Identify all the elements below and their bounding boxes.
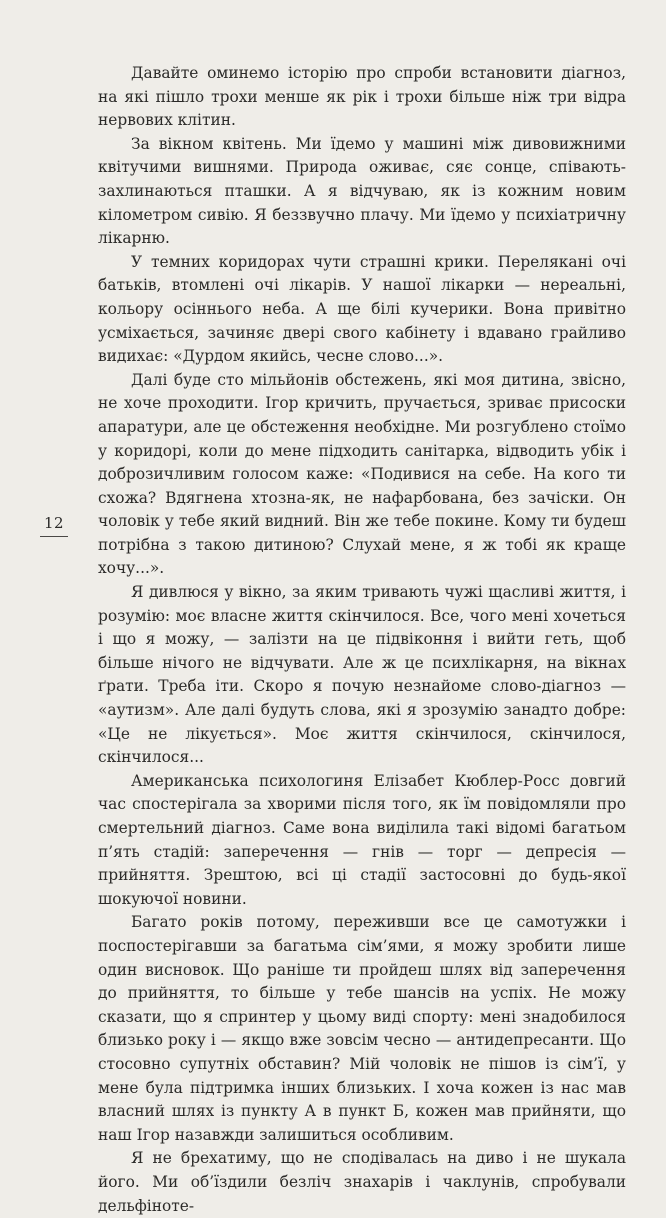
paragraph-3: У темних коридорах чути страшні крики. Перелякані очі батьків, втомлені очі лікарів. У нашої лікарки — нереальні, кольору осіннього неба. А ще білі кучерики. Вона привітно усміхається, зачиняє двері свого кабінету і вдавано грайливо видихає: «Дурдом якийсь, чесне слово...». bbox=[98, 252, 626, 366]
paragraph-1: Давайте оминемо історію про спроби встановити діагноз, на які пішло трохи менше як рік і трохи більше ніж три відра нервових клітин. bbox=[98, 64, 626, 130]
paragraph-4: Далі буде сто мільйонів обстежень, які моя дитина, звісно, не хоче проходити. Ігор кричить, пручається, зриває присоски апаратури, але це обстеження необхідне. Ми розгублено стоїмо у коридорі, коли до мене підходить санітарка, відводить убік і доброзичливим голосом каже: «Подивися на себе. На кого ти схожа? Вдягнена хтозна-як, не нафарбована, без зачіски. Он чоловік у тебе який видний. Він же тебе покине. Кому ти будеш потрібна з такою дитиною? Слухай мене, я ж тобі як краще хочу...». bbox=[98, 370, 626, 578]
text-body bbox=[98, 62, 626, 1218]
paragraph-6: Американська психологиня Елізабет Кюблер-Росс довгий час спостерігала за хворими після того, як їм повідомляли про смертельний діагноз. Саме вона виділила такі відомі багатьом п’ять стадій: заперечення — гнів — торг — депресія — прийняття. Зрештою, всі ці стадії застосовні до будь-якої шокуючої новини. bbox=[98, 771, 626, 908]
paragraph-8: Я не брехатиму, що не сподівалась на диво і не шукала його. Ми об’їздили безліч знахарів і чаклунів, спробували дельфіноте- bbox=[98, 1149, 626, 1215]
paragraph-5: Я дивлюся у вікно, за яким тривають чужі щасливі життя, і розумію: моє власне життя скінчилося. Все, чого мені хочеться і що я можу, — залізти на це підвіконня і вийти геть, щоб більше нічого не відчувати. Але ж це психлікарня, на вікнах ґрати. Треба іти. Скоро я почую незнайоме слово-діагноз — «аутизм». Але далі будуть слова, які я зрозумію занадто добре: «Це не лікується». Моє життя скінчилося, скінчилося, скінчилося... bbox=[98, 583, 626, 767]
paragraph-2: За вікном квітень. Ми їдемо у машині між дивовижними квітучими вишнями. Природа оживає, сяє сонце, співають-захлинаються пташки. А я відчуваю, як із кожним новим кілометром сивію. Я беззвучно плачу. Ми їдемо у психіатричну лікарню. bbox=[98, 134, 626, 248]
paragraph-7: Багато років потому, переживши все це самотужки і поспостерігавши за багатьма сім’ями, я можу зробити лише один висновок. Що раніше ти пройдеш шлях від заперечення до прийняття, то більше у тебе шансів на успіх. Не можу сказати, що я спринтер у цьому виді спорту: мені знадобилося близько року і — якщо вже зовсім чесно — антидепресанти. Що стосовно супутніх обставин? Мій чоловік не пішов із сім’ї, у мене була підтримка інших близьких. І хоча кожен із нас мав власний шлях із пункту А в пункт Б, кожен мав прийняти, що наш Ігор назавжди залишиться особливим. bbox=[98, 913, 626, 1144]
page-number: 12 bbox=[40, 514, 68, 537]
